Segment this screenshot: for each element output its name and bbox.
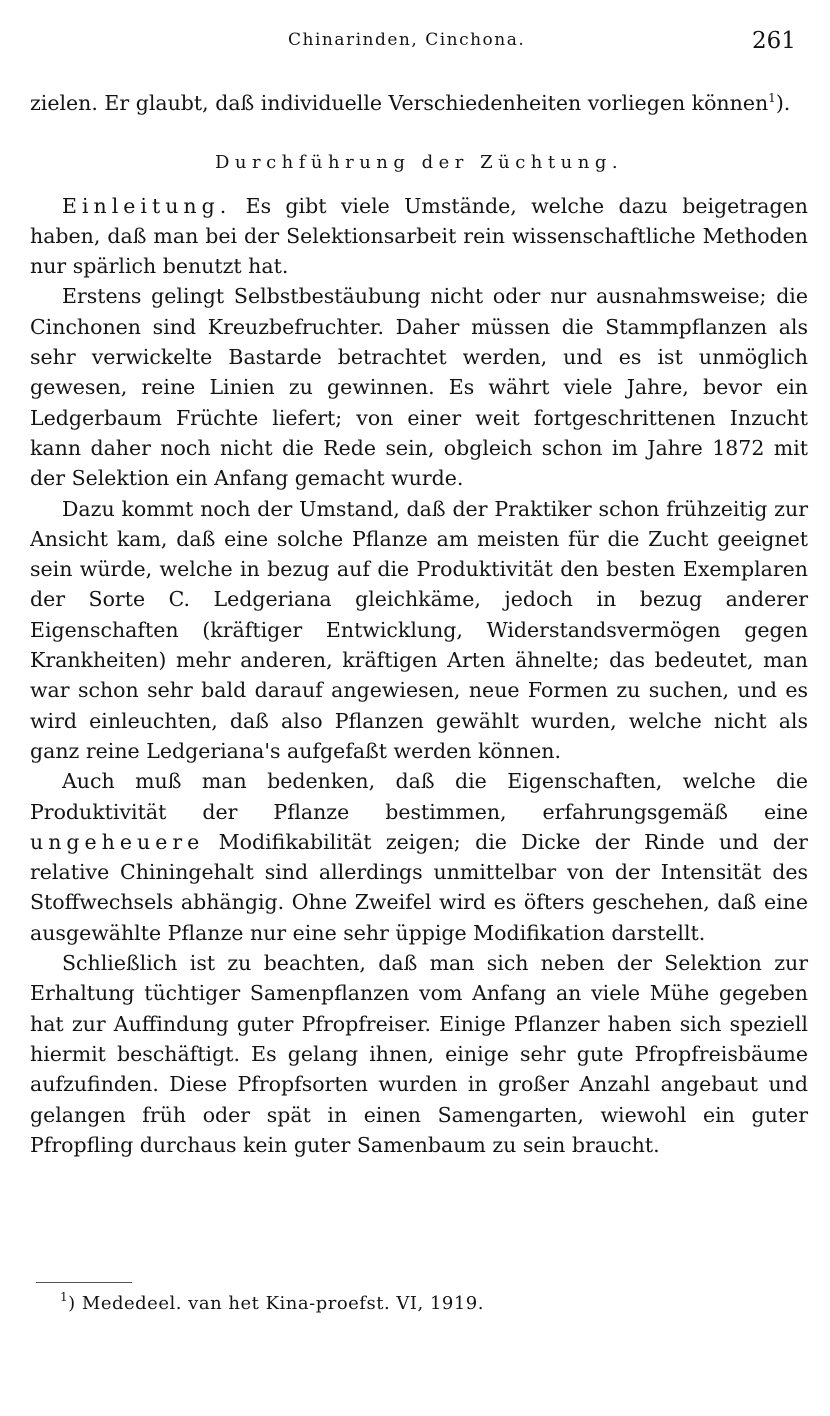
paragraph-dazu: Dazu kommt noch der Umstand, daß der Praktiker schon frühzeitig zur Ansicht kam, daß eine solche Pflanze am meisten für die Zucht geeignet sein würde, welche in bezug auf die Produktivität den besten Exemplaren der Sorte C. Ledgeriana gleichkäme, jedoch in bezug anderer Eigenschaften (kräftiger Entwicklung, Widerstandsvermögen gegen Krankheiten) mehr anderen, kräftigen Arten ähnelte; das bedeutet, man war schon sehr bald darauf angewiesen, neue Formen zu suchen, und es wird einleuchten, daß also Pflanzen gewählt wurden, welche nicht als ganz reine Ledgeriana's aufgefaßt werden können.	[30, 496, 808, 763]
continuation-paragraph	[30, 88, 808, 118]
footnote-reference: 1	[768, 91, 776, 105]
section-heading: Durchführung der Züchtung.	[214, 152, 624, 174]
footnote	[60, 1290, 484, 1314]
page-number: 261	[752, 28, 796, 54]
paragraph-text: Es gibt viele Umstände, welche dazu beigetragen haben, daß man bei der Selektionsarbeit rein wissenschaftliche Methoden nur spärlich benutzt hat.	[30, 193, 808, 279]
paragraph-text-before: Auch muß man bedenken, daß die Eigenschaften, welche die Produktivität der Pflanze bestimmen, erfahrungsgemäß eine	[30, 769, 808, 824]
continuation-text: zielen. Er glaubt, daß individuelle Verschiedenheiten vorliegen können	[30, 91, 769, 115]
paragraph-text-after: Modifikabilität zeigen; die Dicke der Rinde und der relative Chiningehalt sind allerdings unmittelbar von der Intensität des Stoffwechsels abhängig. Ohne Zweifel wird es öfters geschehen, daß eine ausgewählte Pflanze nur eine sehr üppige Modifikation darstellt.	[30, 829, 808, 945]
running-header	[0, 28, 830, 62]
footnote-text: ) Mededeel. van het Kina-proefst. VI, 1919.	[68, 1293, 484, 1314]
footnote-mark: 1	[60, 1290, 69, 1304]
paragraph-erstens: Erstens gelingt Selbstbestäubung nicht oder nur ausnahmsweise; die Cinchonen sind Kreuzbefruchter. Daher müssen die Stammpflanzen als sehr verwickelte Bastarde betrachtet werden, und es ist unmöglich gewesen, reine Linien zu gewinnen. Es währt viele Jahre, bevor ein Ledgerbaum Früchte liefert; von einer weit fortgeschrittenen Inzucht kann daher noch nicht die Rede sein, obgleich schon im Jahre 1872 mit der Selektion ein Anfang gemacht wurde.	[30, 284, 808, 491]
body-text	[30, 88, 808, 1160]
continuation-end: ).	[775, 91, 791, 115]
paragraph-lead-spaced: Einleitung.	[62, 193, 232, 218]
footnote-divider	[36, 1282, 132, 1283]
paragraph-einleitung	[30, 191, 808, 282]
paragraph-schliesslich: Schließlich ist zu beachten, daß man sich neben der Selektion zur Erhaltung tüchtiger Samenpflanzen vom Anfang an viele Mühe gegeben hat zur Auffindung guter Pfropfreiser. Einige Pflanzer haben sich speziell hiermit beschäftigt. Es gelang ihnen, einige sehr gute Pfropfreisbäume aufzufinden. Diese Pfropfsorten wurden in großer Anzahl angebaut und gelangen früh oder spät in einen Samengarten, wiewohl ein guter Pfropfling durchaus kein guter Samenbaum zu sein braucht.	[30, 951, 808, 1157]
running-title: Chinarinden, Cinchona.	[288, 30, 526, 50]
paragraph-spaced-word: ungeheuere	[30, 829, 205, 854]
paragraph-auch	[30, 766, 808, 948]
